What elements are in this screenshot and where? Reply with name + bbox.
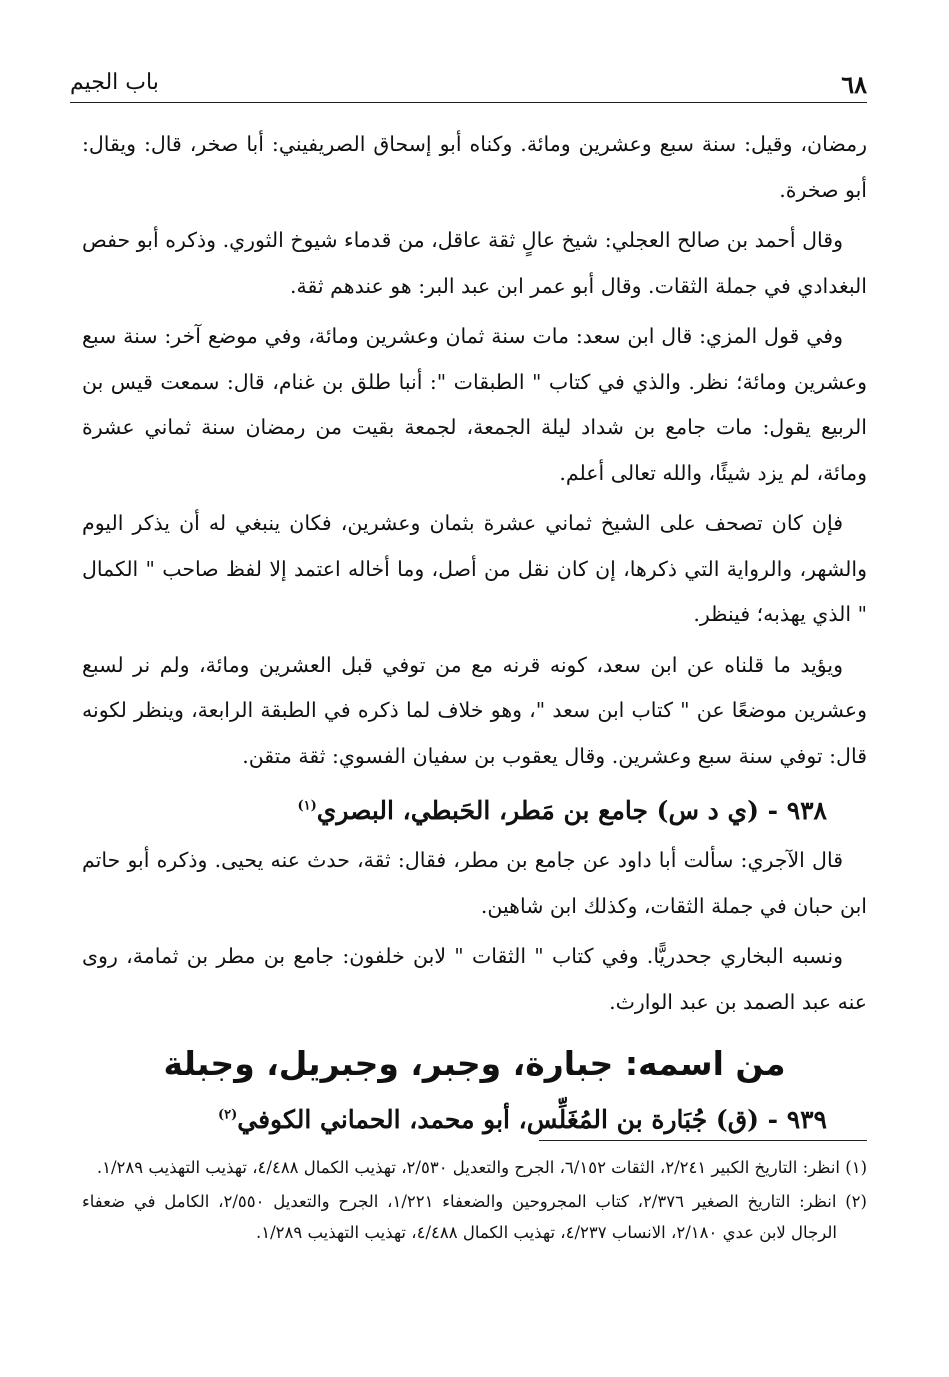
footnote-ref: (٢) <box>217 1107 238 1123</box>
paragraph: وفي قول المزي: قال ابن سعد: مات سنة ثمان وعشرين ومائة، وفي موضع آخر: سنة سبع وعشرين ومائة؛ نظر. والذي في كتاب " الطبقات ": أنبا طلق بن غنام، قال: سمعت قيس بن الربيع يقول: مات جامع بن شداد ليلة الجمعة، لجمعة بقيت من رمضان سنة ثماني عشرة ومائة، لم يزد شيئًا، والله تعالى أعلم. <box>82 324 867 485</box>
paragraph: ويؤيد ما قلناه عن ابن سعد، كونه قرنه مع من توفي قبل العشرين ومائة، ولم نر لسبع وعشرين موضعًا عن " كتاب ابن سعد "، وهو خلاف لما ذكره في الطبقة الرابعة، وينظر لكونه قال: توفي سنة سبع وعشرين. وقال يعقوب بن سفيان الفسوي: ثقة متقن. <box>82 652 867 768</box>
entry-heading-938 <box>82 784 867 838</box>
page-header <box>70 62 867 103</box>
entry-heading-939 <box>82 1093 867 1147</box>
footnote-divider <box>539 1140 867 1141</box>
entry-title-text: ٩٣٩ - (ق) جُبَارة بن المُغَلِّس، أبو محمد، الحماني الكوفي <box>237 1105 827 1134</box>
footnotes <box>82 1152 867 1251</box>
footnote: (٢) انظر: التاريخ الصغير ٢/٣٧٦، كتاب المجروحين والضعفاء ١/٢٢١، الجرح والتعديل ٢/٥٥٠، الكامل في ضعفاء الرجال لابن عدي ٢/١٨٠، الانساب ٤/٢٣٧، تهذيب الكمال ٤/٤٨٨، تهذيب التهذيب ١/٢٨٩. <box>82 1192 867 1242</box>
entry-title-text: ٩٣٨ - (ي د س) جامع بن مَطر، الحَبطي، البصري <box>316 796 827 825</box>
main-text <box>82 122 867 1147</box>
page-number: ٦٨ <box>841 70 867 99</box>
footnote-ref: (١) <box>297 798 317 814</box>
paragraph: وقال أحمد بن صالح العجلي: شيخ عالٍ ثقة عاقل، من قدماء شيوخ الثوري. وذكره أبو حفص البغدادي في جملة الثقات. وقال أبو عمر ابن عبد البر: هو عندهم ثقة. <box>82 228 867 298</box>
section-heading: من اسمه: جبارة، وجبر، وجبريل، وجبلة <box>163 1044 786 1083</box>
running-title: باب الجيم <box>70 70 159 95</box>
paragraph: قال الآجري: سألت أبا داود عن جامع بن مطر، فقال: ثقة، حدث عنه يحيى. وذكره أبو حاتم ابن حبان في جملة الثقات، وكذلك ابن شاهين. <box>82 848 867 918</box>
paragraph: رمضان، وقيل: سنة سبع وعشرين ومائة. وكناه أبو إسحاق الصريفيني: أبا صخر، قال: ويقال: أبو صخرة. <box>82 132 867 202</box>
paragraph: فإن كان تصحف على الشيخ ثماني عشرة بثمان وعشرين، فكان ينبغي له أن يذكر اليوم والشهر، والرواية التي ذكرها، إن كان نقل من أصل، وما أخاله اعتمد إلا لفظ صاحب " الكمال " الذي يهذبه؛ فينظر. <box>82 511 867 626</box>
paragraph: ونسبه البخاري جحدريًّا. وفي كتاب " الثقات " لابن خلفون: جامع بن مطر بن ثمامة، روى عنه عبد الصمد بن عبد الوارث. <box>82 944 867 1014</box>
footnote: (١) انظر: التاريخ الكبير ٢/٢٤١، الثقات ٦/١٥٢، الجرح والتعديل ٢/٥٣٠، تهذيب الكمال ٤/٤٨٨، تهذيب التهذيب ١/٢٨٩. <box>96 1158 867 1177</box>
